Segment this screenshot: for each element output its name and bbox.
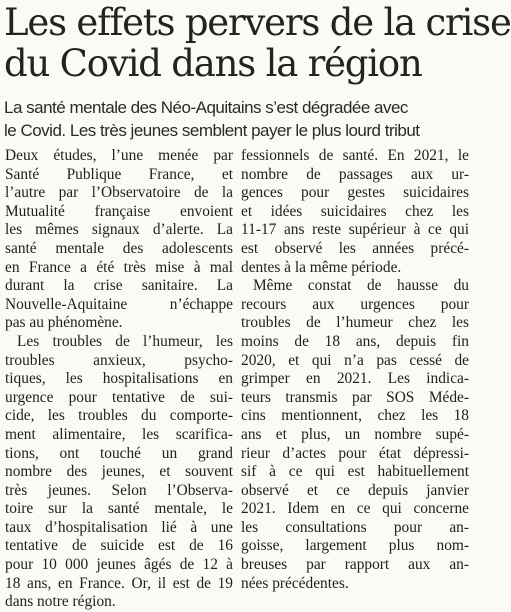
body-line: grimper en 2021. Les indica-: [241, 370, 469, 388]
body-line: moins de 18 ans, depuis fin: [241, 332, 469, 350]
body-line: Santé Publique France, et: [5, 165, 233, 183]
body-line: Mutualité française envoient: [5, 202, 233, 220]
paragraph-intro: [5, 147, 233, 333]
body-line: les mêmes signaux d’alerte. La: [5, 221, 233, 239]
body-line: tiques, les hospitalisations en: [5, 370, 233, 388]
body-line: fessionnels de santé. En 2021, le: [241, 147, 469, 164]
body-line: ment alimentaire, les scarifica-: [5, 425, 233, 443]
article-headline: [4, 1, 511, 85]
body-column-right: [241, 147, 469, 593]
body-line: 2021. Idem en ce qui concerne: [241, 500, 469, 518]
body-line: troubles de l’humeur chez les: [241, 314, 469, 332]
body-line: nombre des jeunes, et souvent: [5, 463, 233, 481]
body-line: taux d’hospitalisation lié à une: [5, 518, 233, 536]
body-line: urgence pour tentative de sui-: [5, 388, 233, 406]
body-line: recours aux urgences pour: [241, 295, 469, 313]
body-line: sif à ce qui est habituellement: [241, 463, 469, 481]
headline-line: du Covid dans la région: [4, 42, 422, 85]
body-line: pour 10 000 jeunes âgés de 12 à: [5, 556, 233, 574]
paragraph-constat: [241, 277, 469, 593]
body-line: en France a été très mise à mal: [5, 258, 233, 276]
body-line: goisse, largement plus nom-: [241, 537, 469, 555]
standfirst-line: le Covid. Les très jeunes semblent payer le plus lourd tribut: [4, 121, 420, 140]
body-line: tentative de suicide est de 16: [5, 537, 233, 555]
standfirst-line: La santé mentale des Néo-Aquitains s’est dégradée avec: [4, 98, 408, 117]
body-line: l’autre par l’Observatoire de la: [5, 184, 233, 202]
body-line: Même constat de hausse du: [253, 277, 469, 295]
body-line: les consultations pour an-: [241, 518, 469, 536]
paragraph-continued: [241, 147, 469, 277]
body-line: gences pour gestes suicidaires: [241, 184, 469, 202]
body-line: dans notre région.: [5, 593, 116, 611]
body-line: 11-17 ans reste supérieur à ce qui: [241, 221, 469, 239]
body-line: tions, ont touché un grand: [5, 444, 233, 462]
body-line: pas au phénomène.: [5, 314, 123, 332]
paragraph-troubles: [5, 333, 233, 612]
body-line: Nouvelle-Aquitaine n’échappe: [5, 295, 233, 313]
body-line: Deux études, l’une menée par: [5, 147, 233, 164]
article-standfirst: [4, 96, 466, 142]
body-line: est observé les années précé-: [241, 239, 469, 257]
body-line: ans et plus, un nombre supé-: [241, 425, 469, 443]
body-line: nombre de passages aux ur-: [241, 165, 469, 183]
body-line: observé et ce depuis janvier: [241, 481, 469, 499]
body-line: 18 ans, en France. Or, il est de 19: [5, 574, 233, 592]
body-line: nées précédentes.: [241, 574, 349, 592]
body-line: breuses par rapport aux an-: [241, 556, 469, 574]
body-line: dentes à la même période.: [241, 258, 402, 276]
body-column-left: [5, 147, 233, 612]
body-line: teurs transmis par SOS Méde-: [241, 388, 469, 406]
body-line: 2020, et qui n’a pas cessé de: [241, 351, 469, 369]
body-line: santé mentale des adolescents: [5, 239, 233, 257]
headline-line: Les effets pervers de la crise: [4, 1, 511, 44]
body-line: cins mentionnent, chez les 18: [241, 407, 469, 425]
body-line: cide, les troubles du comporte-: [5, 407, 233, 425]
body-line: rieur d’actes pour état dépressi-: [241, 444, 469, 462]
body-line: Les troubles de l’humeur, les: [17, 332, 233, 350]
body-line: troubles anxieux, psycho-: [5, 351, 233, 369]
body-line: durant la crise sanitaire. La: [5, 277, 233, 295]
body-line: toire sur la santé mentale, le: [5, 500, 233, 518]
body-line: très jeunes. Selon l’Observa-: [5, 481, 233, 499]
body-line: et idées suicidaires chez les: [241, 202, 469, 220]
